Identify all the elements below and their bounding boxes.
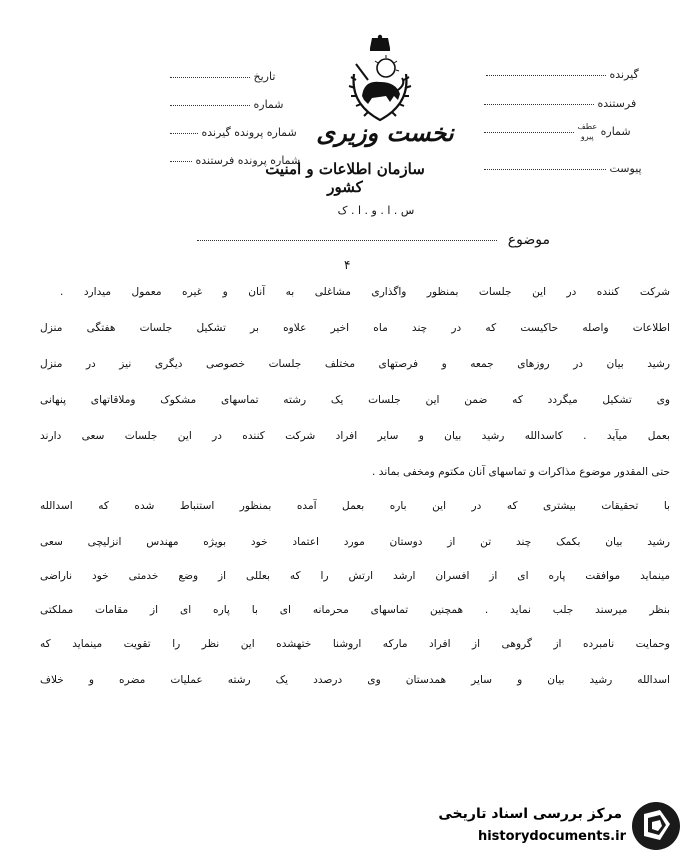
recipient-file-label: شماره پرونده گیرنده — [201, 126, 297, 139]
body-line: رشید بیان بکمک چند تن از دوستان مورد اعتماد خود بویژه مهندس انزلیچی سعی — [40, 536, 670, 548]
subject-label: موضوع — [507, 232, 550, 248]
ref-sublabel-bottom: پیرو — [580, 132, 594, 141]
sender-line — [484, 104, 594, 105]
recipient-label: گیرنده — [609, 68, 639, 81]
ministry-title: نخست وزیری — [316, 118, 454, 147]
body-line: شرکت کننده در این جلسات بمنظور واگذاری مشاغلی به آنان و غیره معمول میدارد . — [60, 286, 670, 298]
body-line: با تحقیقات بیشتری که در این باره بعمل آمده بمنظور استنباط شده که اسدالله — [40, 500, 670, 512]
body-line: حتی المقدور موضوع مذاکرات و تماسهای آنان مکتوم ومخفی بماند . — [372, 466, 670, 478]
ref-sublabel-top: عطف — [577, 122, 598, 131]
lion-and-sun-crest-icon — [340, 34, 420, 126]
number-label: شماره — [253, 98, 284, 111]
number-field — [170, 98, 284, 111]
watermark-url: historydocuments.ir — [477, 829, 626, 844]
sender-label: فرستنده — [597, 97, 637, 110]
date-field — [170, 70, 275, 83]
body-line: وی تشکیل میگردد که ضمن این جلسات یک رشته تماسهای مشکوک وملاقاتهای پنهانی — [40, 394, 670, 406]
number-line — [170, 105, 250, 106]
sender-file-label: شماره پرونده فرستنده — [195, 154, 301, 167]
ref-number-line — [484, 132, 574, 133]
ref-sublabels — [578, 122, 598, 142]
archive-logo-icon — [630, 800, 682, 852]
body-line: بنظر میرسند جلب نماید . همچنین تماسهای محرمانه ای با پاره ای از مقامات مملکتی — [40, 604, 670, 616]
attachment-field — [484, 162, 642, 175]
body-line: اسدالله رشید بیان و سایر همدستان وی درصدد یک رشته عملیات مضره و خلاف — [40, 674, 670, 686]
date-line — [170, 77, 250, 78]
body-line: رشید بیان در روزهای جمعه و فرصتهای مختلف جلسات خصوصی دیگری نیز در منزل — [40, 358, 670, 370]
subject-field — [205, 232, 550, 248]
body-line: مینماید موافقت پاره ای از افسران ارشد ارتش را که بعللی از وضع خدمتی خود ناراضی — [40, 570, 670, 582]
organization-title: سازمان اطلاعات و امنیت کشور — [265, 160, 425, 196]
page-marker: ۴ — [344, 258, 351, 272]
ref-number-field — [484, 122, 631, 142]
date-label: تاریخ — [253, 70, 276, 83]
document-code: س . ا . و . ا . ک — [337, 204, 415, 217]
body-line: وحمایت نامبرده از گروهی از افراد مارکه اروشنا ختهشده این نظر را تقویت مینماید که — [40, 638, 670, 650]
recipient-field — [486, 68, 639, 81]
attachment-label: پیوست — [609, 162, 642, 175]
body-line: بعمل میآید . کاسدالله رشید بیان و سایر افراد شرکت کننده در این جلسات سعی دارند — [40, 430, 670, 442]
subject-line — [197, 240, 497, 241]
body-line: اطلاعات واصله حاکیست که در چند ماه اخیر علاوه بر تشکیل جلسات هفتگی منزل — [40, 322, 670, 334]
recipient-line — [486, 75, 606, 76]
sender-field — [484, 97, 636, 110]
watermark-title: مرکز بررسی اسناد تاریخی — [438, 806, 622, 822]
recipient-file-line — [170, 133, 198, 134]
sender-file-line — [170, 161, 192, 162]
ref-number-label: شماره — [600, 125, 631, 138]
recipient-file-field — [170, 126, 297, 139]
attachment-line — [484, 169, 606, 170]
